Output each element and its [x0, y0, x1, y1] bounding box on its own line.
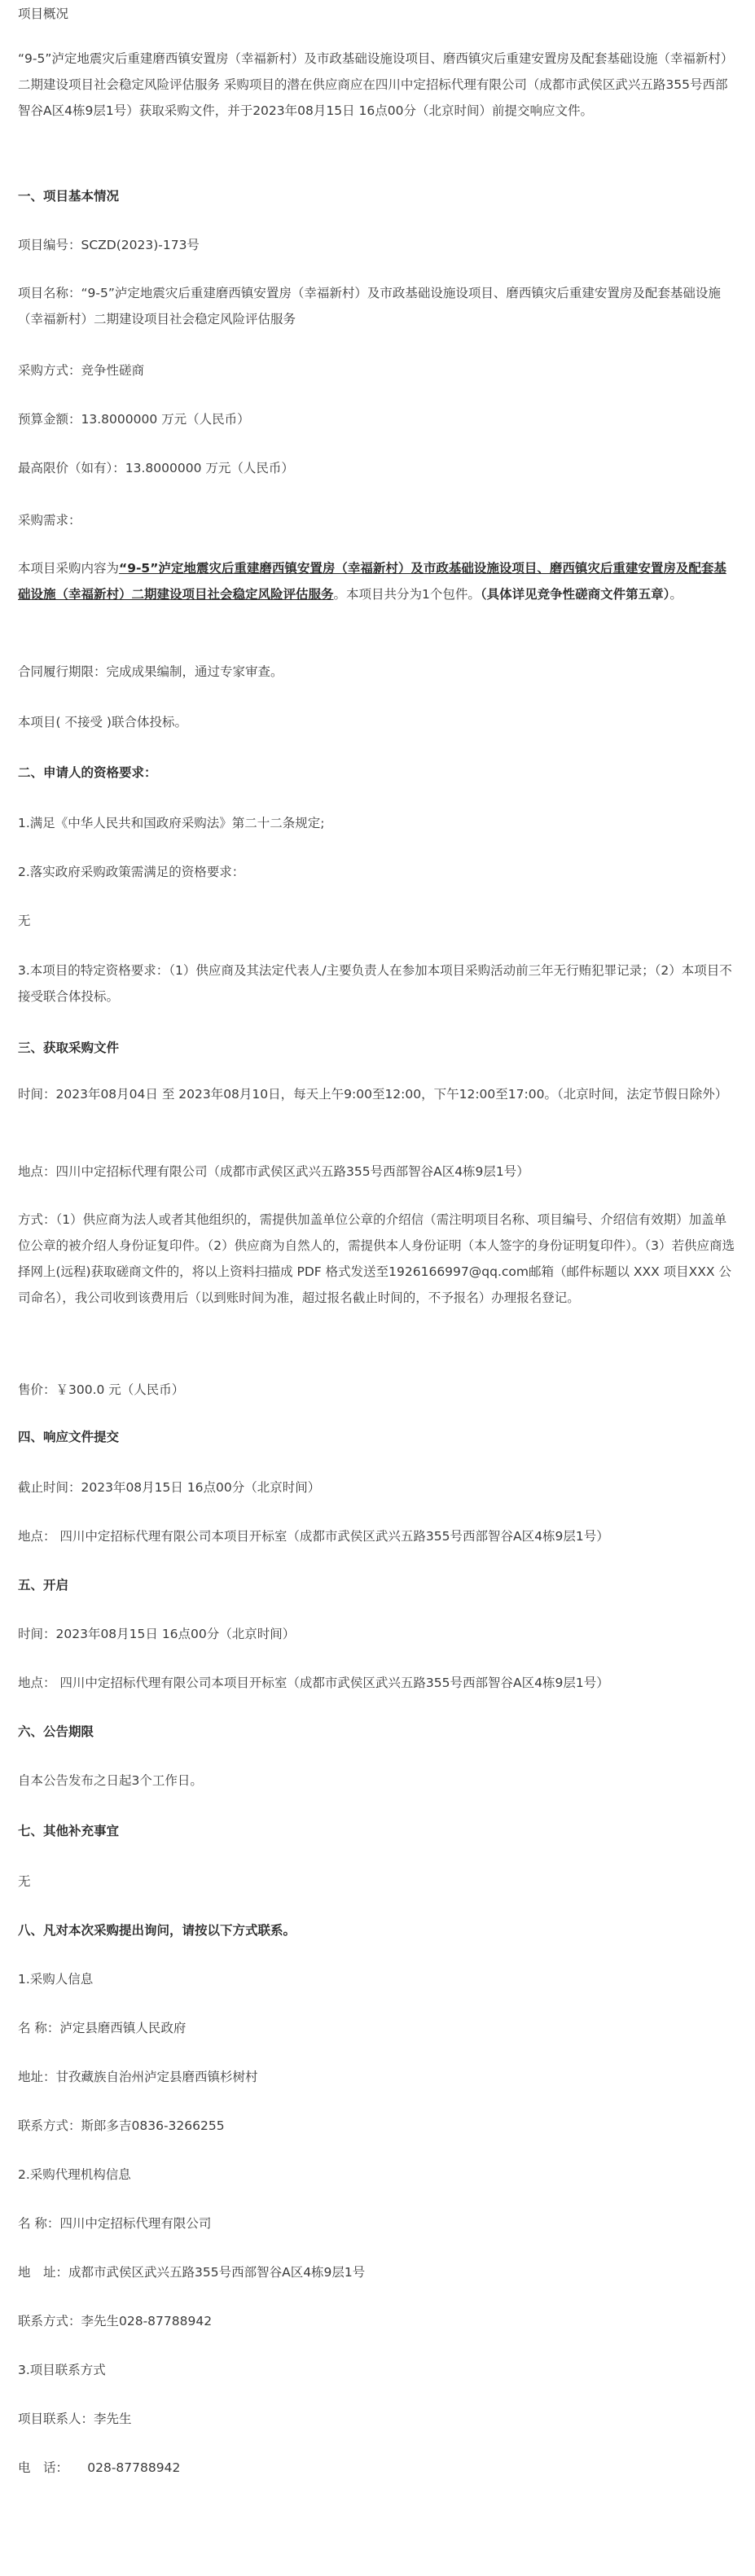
requirement-bold-note: （具体详见竞争性磋商文件第五章）	[480, 587, 670, 602]
buyer-address: 地址：甘孜藏族自治州泸定县磨西镇杉树村	[18, 2070, 258, 2084]
agency-address: 地 址：成都市武侯区武兴五路355号西部智谷A区4栋9层1号	[18, 2265, 366, 2280]
project-number: 项目编号：SCZD(2023)-173号	[18, 238, 200, 252]
requirement-prefix: 本项目采购内容为	[18, 561, 120, 576]
other-matters: 无	[18, 1874, 31, 1889]
notice-period: 自本公告发布之日起3个工作日。	[18, 1773, 203, 1788]
overview-intro: “9-5”泸定地震灾后重建磨西镇安置房（幸福新村）及市政基础设施设项目、磨西镇灾后重建安置房及配套基础设施（幸福新村）二期建设项目社会稳定风险评估服务 采购项目的潜在供应商应在四川中定招标代理有限公司（成都市武侯区武兴五路355号西部智谷A区4栋9层1号）获取采购文件，并于2023年08月15日 16点00分（北京时间）前提交响应文件。	[18, 51, 734, 118]
section-2-heading: 二、申请人的资格要求：	[18, 765, 157, 780]
submission-deadline: 截止时间：2023年08月15日 16点00分（北京时间）	[18, 1480, 321, 1495]
overview-title: 项目概况	[18, 7, 69, 21]
section-8-heading: 八、凡对本次采购提出询问，请按以下方式联系。	[18, 1923, 296, 1938]
buyer-contact: 联系方式：斯郎多吉0836-3266255	[18, 2118, 225, 2133]
contract-period: 合同履行期限：完成成果编制，通过专家审查。	[18, 664, 283, 679]
acquisition-time: 时间：2023年08月04日 至 2023年08月10日，每天上午9:00至12:00，下午12:00至17:00。（北京时间，法定节假日除外）	[18, 1087, 728, 1102]
requirement-middle: 。本项目共分为1个包件。	[333, 587, 481, 602]
section-1-heading: 一、项目基本情况	[18, 189, 120, 204]
agency-name: 名 称：四川中定招标代理有限公司	[18, 2216, 212, 2231]
budget-amount: 预算金额：13.8000000 万元（人民币）	[18, 412, 250, 427]
qualification-item-1: 1.满足《中华人民共和国政府采购法》第二十二条规定;	[18, 816, 325, 830]
requirement-text	[18, 555, 735, 607]
procurement-method: 采购方式：竞争性磋商	[18, 363, 145, 378]
agency-info-title: 2.采购代理机构信息	[18, 2167, 131, 2182]
section-6-heading: 六、公告期限	[18, 1724, 94, 1739]
qualification-item-2-value: 无	[18, 913, 31, 928]
opening-place: 地点： 四川中定招标代理有限公司本项目开标室（成都市武侯区武兴五路355号西部智谷A区4栋9层1号）	[18, 1676, 609, 1690]
requirement-suffix: 。	[669, 587, 683, 602]
requirement-project-link: “9-5”泸定地震灾后重建磨西镇安置房（幸福新村）及市政基础设施设项目、磨西镇灾后重建安置房及配套基础设施（幸福新村）二期建设项目社会稳定风险评估服务	[18, 561, 726, 602]
project-contact-phone: 电 话： 028-87788942	[18, 2460, 181, 2475]
requirement-label: 采购需求：	[18, 513, 81, 528]
acquisition-method: 方式：（1）供应商为法人或者其他组织的，需提供加盖单位公章的介绍信（需注明项目名称、项目编号、介绍信有效期）加盖单位公章的被介绍人身份证复印件。（2）供应商为自然人的，需提供本人身份证明（本人签字的身份证明复印件）。（3）若供应商选择网上(远程)获取磋商文件的，将以上资料扫描成 PDF 格式发送至1926166997@qq.com邮箱（邮件标题以 XXX 项目XXX 公司命名），我公司收到该费用后（以到账时间为准，超过报名截止时间的，不予报名）办理报名登记。	[18, 1212, 735, 1305]
qualification-item-3: 3.本项目的特定资格要求：（1）供应商及其法定代表人/主要负责人在参加本项目采购活动前三年无行贿犯罪记录；（2）本项目不接受联合体投标。	[18, 963, 732, 1004]
buyer-name: 名 称：泸定县磨西镇人民政府	[18, 2021, 187, 2035]
section-7-heading: 七、其他补充事宜	[18, 1824, 120, 1838]
submission-place: 地点： 四川中定招标代理有限公司本项目开标室（成都市武侯区武兴五路355号西部智谷A区4栋9层1号）	[18, 1529, 609, 1544]
acquisition-place: 地点：四川中定招标代理有限公司（成都市武侯区武兴五路355号西部智谷A区4栋9层1号）	[18, 1164, 529, 1179]
project-contact-person: 项目联系人：李先生	[18, 2412, 132, 2426]
qualification-item-2: 2.落实政府采购政策需满足的资格要求：	[18, 865, 245, 879]
max-price: 最高限价（如有）：13.8000000 万元（人民币）	[18, 461, 294, 475]
project-contact-title: 3.项目联系方式	[18, 2363, 106, 2377]
section-5-heading: 五、开启	[18, 1578, 69, 1592]
opening-time: 时间：2023年08月15日 16点00分（北京时间）	[18, 1627, 296, 1641]
section-4-heading: 四、响应文件提交	[18, 1430, 120, 1444]
buyer-info-title: 1.采购人信息	[18, 1972, 94, 1987]
consortium-note: 本项目( 不接受 )联合体投标。	[18, 715, 187, 729]
agency-contact: 联系方式：李先生028-87788942	[18, 2314, 213, 2328]
project-name: 项目名称：“9-5”泸定地震灾后重建磨西镇安置房（幸福新村）及市政基础设施设项目、磨西镇灾后重建安置房及配套基础设施（幸福新村）二期建设项目社会稳定风险评估服务	[18, 286, 721, 326]
document-price: 售价：￥300.0 元（人民币）	[18, 1382, 185, 1397]
section-3-heading: 三、获取采购文件	[18, 1040, 120, 1055]
